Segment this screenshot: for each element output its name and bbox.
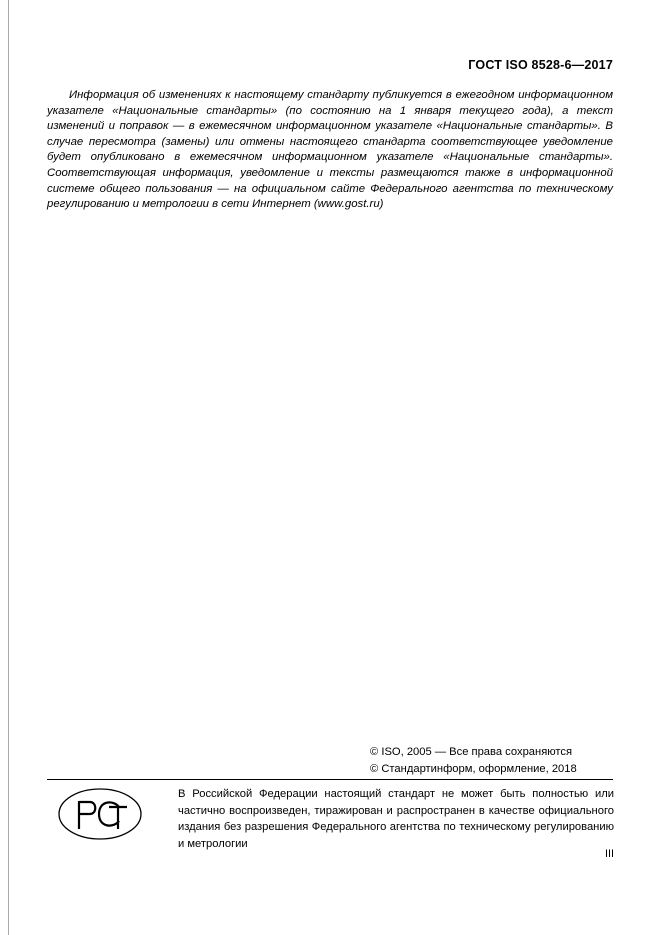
page-edge-rule [8,0,9,935]
copyright-block [370,744,614,777]
amendments-notice-text: Информация об изменениях к настоящему стандарту публикуется в ежегодном информационном указателе «Национальные стандарты» (по состоянию на 1 января текущего года), а текст изменений и поправок — в ежемесячном информационном указателе «Национальные стандарты». В случае пересмотра (замены) или отмены настоящего стандарта соответствующее уведомление будет опубликовано в ежемесячном информационном указателе «Национальные стандарты». Соответствующая информация, уведомление и тексты размещаются также в информационной системе общего пользования — на официальном сайте Федерального агентства по техническому регулированию и метрологии в сети Интернет (www.gost.ru) [47,89,613,211]
copyright-line-standartinform: © Стандартинформ, оформление, 2018 [370,762,577,775]
reproduction-restriction-block [178,786,614,852]
page-number: III [605,848,614,860]
standard-designation-header: ГОСТ ISO 8528-6—2017 [468,58,613,72]
copyright-line-iso: © ISO, 2005 — Все права сохраняются [370,746,573,758]
rst-certification-mark-icon [57,787,143,841]
amendments-notice-block [47,88,613,213]
footer-divider [47,779,613,780]
reproduction-restriction-text: В Российской Федерации настоящий стандарт не может быть полностью или частично воспроизведен, тиражирован и распространен в качестве официального издания без разрешения Федерального агентства по техническому регулированию и метрологии [178,788,614,850]
